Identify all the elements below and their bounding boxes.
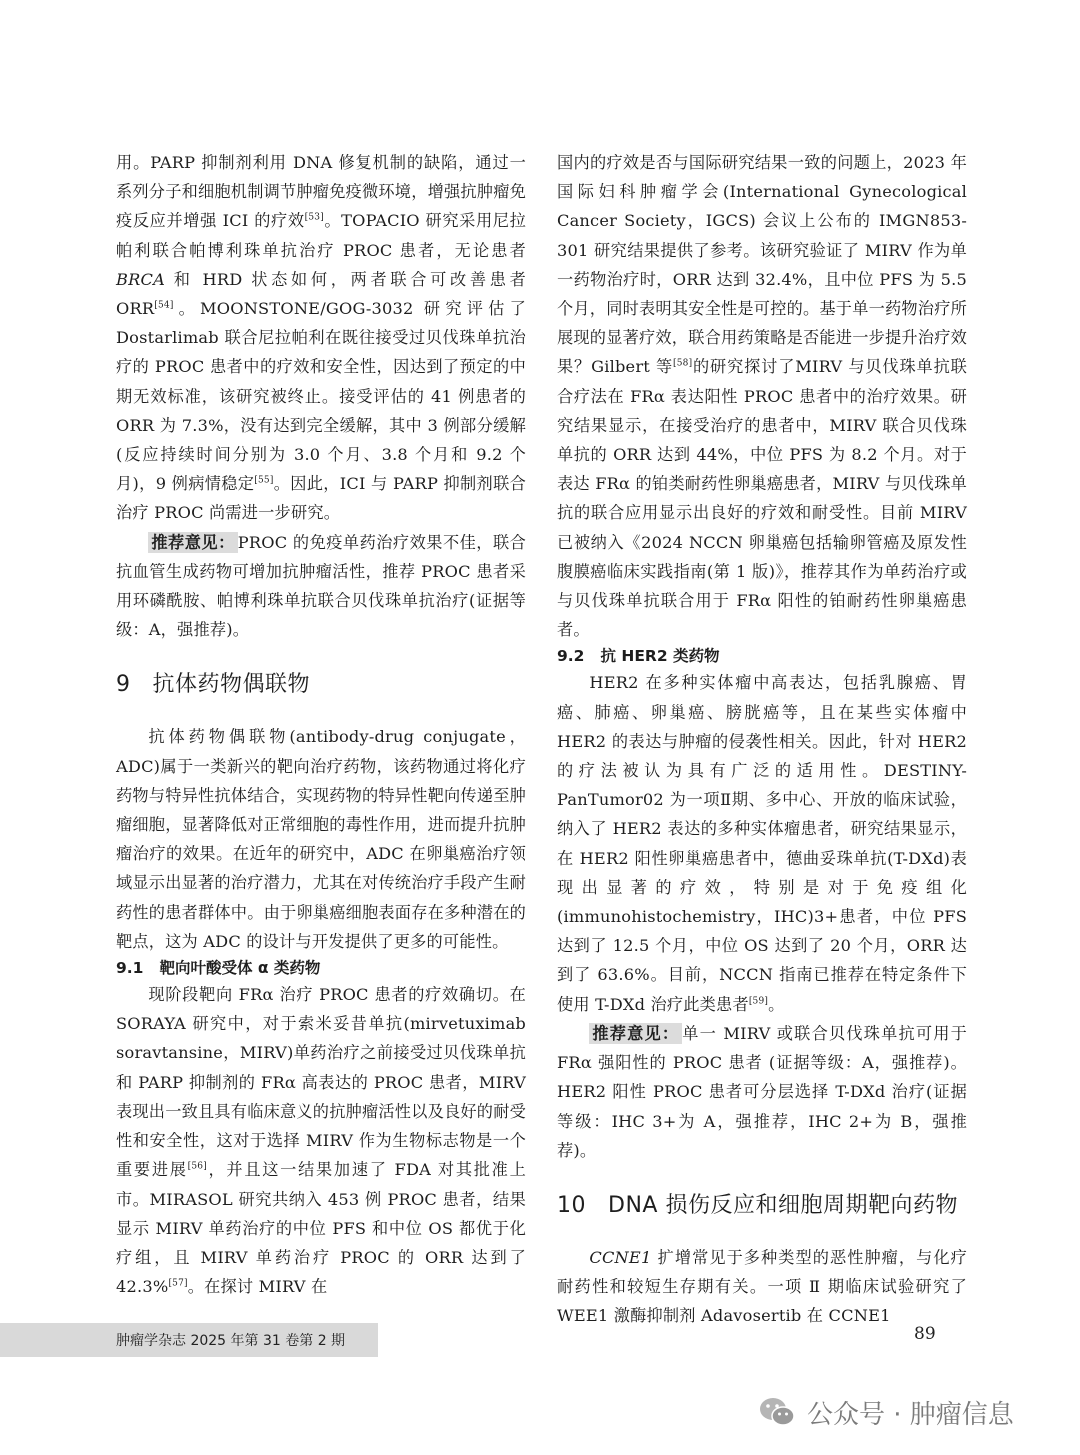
recommendation-label: 推荐意见： — [148, 532, 237, 553]
citation[interactable]: [58] — [673, 359, 693, 370]
recommendation: 推荐意见： 单一 MIRV 或联合贝伐珠单抗可用于 FRα 强阳性的 PROC 患者 (证据等级：A，强推荐)。HER2 阳性 PROC 患者可分层选择 T-DXd 治疗(证据等级：IHC 3+为 A，强推荐，IHC 2+为 B，强推荐)。 — [557, 1023, 967, 1160]
section-heading: 10 DNA 损伤反应和细胞周期靶向药物 — [557, 1192, 958, 1218]
recommendation: 推荐意见： PROC 的免疫单药治疗效果不佳，联合抗血管生成药物可增加抗肿瘤活性，推荐 PROC 患者采用环磷酰胺、帕博利珠单抗联合贝伐珠单抗治疗(证据等级：A，强推荐)。 — [116, 532, 527, 640]
citation[interactable]: [53] — [304, 213, 324, 224]
citation[interactable]: [55] — [254, 475, 274, 486]
section-heading: 9 抗体药物偶联物 — [116, 672, 311, 698]
wechat-logo-icon — [757, 1392, 797, 1432]
subsection-heading: 9.2 抗 HER2 类药物 — [557, 647, 720, 666]
paragraph: HER2 在多种实体瘤中高表达，包括乳腺癌、胃癌、肺癌、卵巢癌、膀胱癌等，且在某些实体瘤中 HER2 的表达与肿瘤的侵袭性相关。因此，针对 HER2 的疗法被认为具有广泛的适用性。DESTINY-PanTumor02 为一项Ⅱ期、多中心、开放的临床试验，纳入了 HER2 表达的多种实体瘤患者，研究结果显示，在 HER2 阳性卵巢癌患者中，德曲妥珠单抗(T-DXd)表现出显著的疗效，特别是对于免疫组化(immunohistochemistry，IHC)3+患者，中位 PFS 达到了 12.5 个月，中位 OS 达到了 20 个月，ORR 达到了 63.6%。目前，NCCN 指南已推荐在特定条件下使用 T-DXd 治疗此类患者[59]。 — [557, 673, 967, 1014]
left-column — [116, 148, 526, 1301]
citation[interactable]: [56] — [187, 1161, 207, 1172]
paragraph: 国内的疗效是否与国际研究结果一致的问题上，2023 年国际妇科肿瘤学会(International Gynecological Cancer Society，IGCS) 会议上公布的 IMGN853-301 研究结果提供了参考。该研究验证了 MIRV 作为单一药物治疗时，ORR 达到 32.4%，且中位 PFS 为 5.5 个月，同时表明其安全性是可控的。基于单一药物治疗所展现的显著疗效，联合用药策略是否能进一步提升治疗效果？Gilbert 等[58]的研究探讨了MIRV 与贝伐珠单抗联合疗法在 FRα 表达阳性 PROC 患者中的治疗效果。研究结果显示，在接受治疗的患者中，MIRV 联合贝伐珠单抗的 ORR 达到 44%，中位 PFS 为 8.2 个月。对于表达 FRα 的铂类耐药性卵巢癌患者，MIRV 与贝伐珠单抗的联合应用显示出良好的疗效和耐受性。目前 MIRV 已被纳入《2024 NCCN 卵巢癌包括输卵管癌及原发性腹膜癌临床实践指南(第 1 版)》，推荐其作为单药治疗或与贝伐珠单抗联合用于 FRα 阳性的铂耐药性卵巢癌患者。 — [557, 153, 968, 640]
paragraph: CCNE1 扩增常见于多种类型的恶性肿瘤，与化疗耐药性和较短生存期有关。一项 Ⅱ 期临床试验研究了 WEE1 激酶抑制剂 Adavosertib 在 CCNE1 — [557, 1247, 967, 1326]
citation[interactable]: [54] — [154, 300, 174, 311]
paragraph: 现阶段靶向 FRα 治疗 PROC 患者的疗效确切。在 SORAYA 研究中，对于索米妥昔单抗(mirvetuximab soravtansine，MIRV)单药治疗之前接受过贝伐珠单抗和 PARP 抑制剂的 FRα 高表达的 PROC 患者，MIRV 表现出一致且具有临床意义的抗肿瘤活性以及良好的耐受性和安全性，这对于选择 MIRV 作为生物标志物是一个重要进展[56]，并且这一结果加速了 FDA 对其批准上市。MIRASOL 研究共纳入 453 例 PROC 患者，结果显示 MIRV 单药治疗的中位 PFS 和中位 OS 都优于化疗组，且 MIRV 单药治疗 PROC 的 ORR 达到了 42.3%[57]。在探讨 MIRV 在 — [116, 985, 526, 1297]
subsection-heading: 9.1 靶向叶酸受体 α 类药物 — [116, 959, 321, 978]
recommendation-label: 推荐意见： — [589, 1023, 682, 1044]
right-column — [557, 148, 967, 1331]
paragraph: 用。PARP 抑制剂利用 DNA 修复机制的缺陷，通过一系列分子和细胞机制调节肿瘤免疫微环境，增强抗肿瘤免疫反应并增强 ICI 的疗效[53]。TOPACIO 研究采用尼拉帕利联合帕博利珠单抗治疗 PROC 患者，无论患者 BRCA 和 HRD 状态如何，两者联合可改善患者 ORR[54]。MOONSTONE/GOG-3032 研究评估了 Dostarlimab 联合尼拉帕利在既往接受过贝伐珠单抗治疗的 PROC 患者中的疗效和安全性，因达到了预定的中期无效标准，该研究被终止。接受评估的 41 例患者的 ORR 为 7.3%，没有达到完全缓解，其中 3 例部分缓解(反应持续时间分别为 3.0 个月、3.8 个月和 9.2 个月)，9 例病情稳定[55]。因此，ICI 与 PARP 抑制剂联合治疗 PROC 尚需进一步研究。 — [116, 153, 527, 523]
journal-info: 肿瘤学杂志 2025 年第 31 卷第 2 期 — [116, 1333, 346, 1349]
paragraph: 抗体药物偶联物(antibody-drug conjugate，ADC)属于一类新兴的靶向治疗药物，该药物通过将化疗药物与特异性抗体结合，实现药物的特异性靶向传递至肿瘤细胞，显著降低对正常细胞的毒性作用，进而提升抗肿瘤治疗的效果。在近年的研究中，ADC 在卵巢癌治疗领域显示出显著的治疗潜力，尤其在对传统治疗手段产生耐药性的患者群体中。由于卵巢癌细胞表面存在多种潜在的靶点，这为 ADC 的设计与开发提供了更多的可能性。 — [116, 727, 526, 951]
watermark — [757, 1392, 1014, 1432]
citation[interactable]: [59] — [748, 996, 769, 1007]
watermark-text: 公众号 · 肿瘤信息 — [807, 1399, 1014, 1430]
citation[interactable]: [57] — [168, 1278, 188, 1289]
page-number: 89 — [914, 1324, 936, 1344]
